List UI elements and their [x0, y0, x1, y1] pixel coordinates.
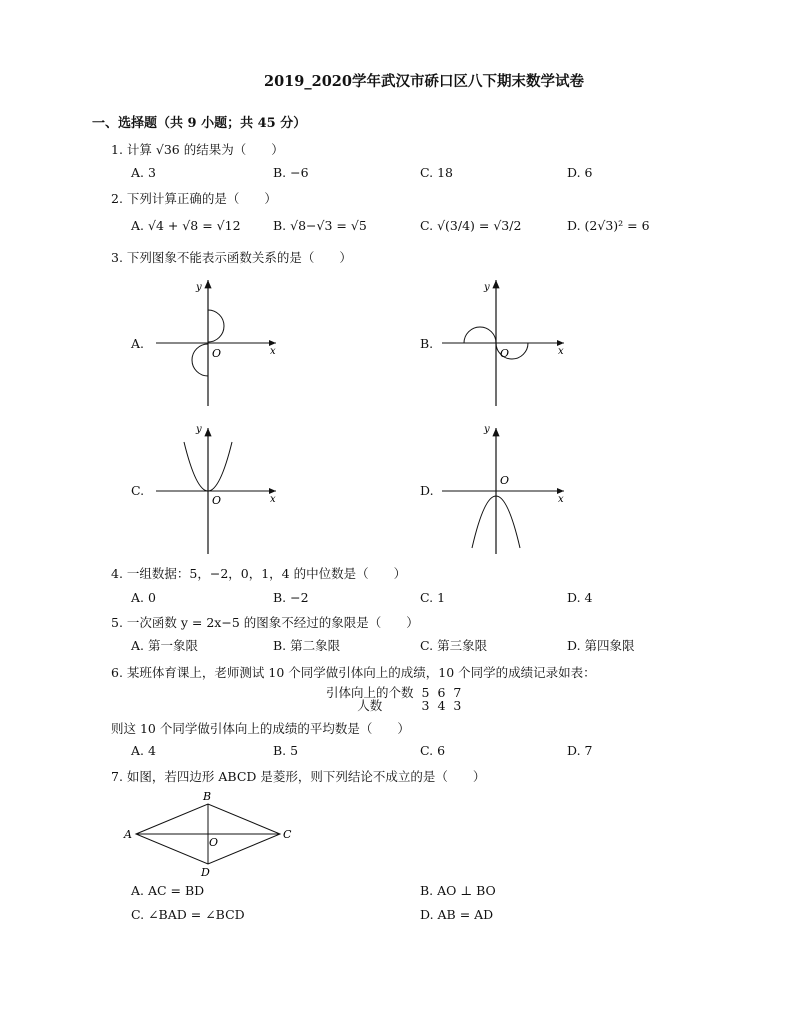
- upper-semicircle: [464, 327, 496, 343]
- origin-label: O: [212, 347, 222, 360]
- q3-option-d[interactable]: D.: [420, 483, 434, 498]
- q5-option-b[interactable]: B. 第二象限: [273, 638, 341, 653]
- table-cell: 6: [437, 685, 446, 700]
- q3-stem: 3. 下列图象不能表示函数关系的是（ ）: [111, 250, 352, 265]
- upper-semicircle: [208, 310, 224, 342]
- x-label: x: [558, 494, 564, 505]
- q3-option-c[interactable]: C.: [131, 483, 145, 498]
- q2-option-a[interactable]: A. √4 + √8 = √12: [131, 218, 241, 233]
- q4-stem: 4. 一组数据：5，−2，0，1，4 的中位数是（ ）: [111, 566, 407, 581]
- q3-graph-d: [436, 418, 576, 558]
- section-heading: 一、选择题（共 9 小题；共 45 分）: [92, 116, 307, 131]
- origin-label: O: [212, 494, 222, 507]
- q5-option-c[interactable]: C. 第三象限: [420, 638, 488, 653]
- origin-label: O: [500, 347, 510, 360]
- row-label: 人数: [357, 698, 383, 713]
- q5-option-a[interactable]: A. 第一象限: [131, 638, 198, 653]
- q4-option-c[interactable]: C. 1: [420, 590, 446, 605]
- q6-option-b[interactable]: B. 5: [273, 743, 299, 758]
- q2-option-c[interactable]: C. √(3/4) = √3/2: [420, 218, 522, 233]
- q7-stem: 7. 如图，若四边形 ABCD 是菱形，则下列结论不成立的是（ ）: [111, 769, 486, 784]
- table-cell: 7: [453, 685, 462, 700]
- q3-option-a[interactable]: A.: [131, 336, 145, 351]
- q1-option-d[interactable]: D. 6: [567, 165, 593, 180]
- q4-option-d[interactable]: D. 4: [567, 590, 593, 605]
- q1-option-b[interactable]: B. −6: [273, 165, 309, 180]
- table-cell: 3: [453, 698, 462, 713]
- q3-graph-b: [436, 270, 576, 410]
- q6-score-table: [322, 686, 465, 712]
- y-label: y: [484, 424, 490, 435]
- q6-option-d[interactable]: D. 7: [567, 743, 593, 758]
- y-label: y: [196, 282, 202, 293]
- vertex-c: C: [283, 828, 292, 841]
- q7-option-a[interactable]: A. AC = BD: [131, 883, 205, 898]
- q7-option-d[interactable]: D. AB = AD: [420, 907, 494, 922]
- q6-stem: 6. 某班体育课上，老师测试 10 个同学做引体向上的成绩，10 个同学的成绩记录如表：: [111, 665, 596, 680]
- q1-option-c[interactable]: C. 18: [420, 165, 453, 180]
- q1-stem: 1. 计算 √36 的结果为（ ）: [111, 142, 284, 157]
- q6-option-c[interactable]: C. 6: [420, 743, 446, 758]
- x-label: x: [270, 346, 276, 357]
- q7-rhombus-figure: [118, 788, 298, 880]
- table-cell: 5: [421, 685, 430, 700]
- q5-stem: 5. 一次函数 y = 2x−5 的图象不经过的象限是（ ）: [111, 615, 419, 630]
- table-cell: 4: [437, 698, 446, 713]
- q1-option-a[interactable]: A. 3: [131, 165, 156, 180]
- vertex-b: B: [203, 790, 212, 803]
- y-label: y: [196, 424, 202, 435]
- page-title: 2019_2020学年武汉市硚口区八下期末数学试卷: [264, 73, 584, 90]
- q7-option-c[interactable]: C. ∠BAD = ∠BCD: [131, 907, 245, 922]
- q2-option-d[interactable]: D. (2√3)² = 6: [567, 218, 650, 233]
- lower-semicircle: [192, 344, 208, 376]
- vertex-d: D: [201, 866, 210, 879]
- x-label: x: [270, 494, 276, 505]
- q5-option-d[interactable]: D. 第四象限: [567, 638, 635, 653]
- q6-option-a[interactable]: A. 4: [131, 743, 156, 758]
- table-cell: 3: [421, 698, 430, 713]
- vertex-a: A: [124, 828, 132, 841]
- table-row: [322, 699, 465, 712]
- q2-option-b[interactable]: B. √8−√3 = √5: [273, 218, 367, 233]
- q6-stem-2: 则这 10 个同学做引体向上的成绩的平均数是（ ）: [111, 721, 410, 736]
- q4-option-a[interactable]: A. 0: [131, 590, 156, 605]
- origin-label: O: [500, 474, 510, 487]
- q3-graph-a: [150, 270, 290, 410]
- row-label: 引体向上的个数: [326, 685, 414, 700]
- q3-graph-c: [150, 418, 290, 558]
- center-o: O: [209, 836, 219, 849]
- q4-option-b[interactable]: B. −2: [273, 590, 309, 605]
- y-label: y: [484, 282, 490, 293]
- q2-stem: 2. 下列计算正确的是（ ）: [111, 191, 277, 206]
- x-label: x: [558, 346, 564, 357]
- q7-option-b[interactable]: B. AO ⊥ BO: [420, 883, 496, 898]
- q3-option-b[interactable]: B.: [420, 336, 434, 351]
